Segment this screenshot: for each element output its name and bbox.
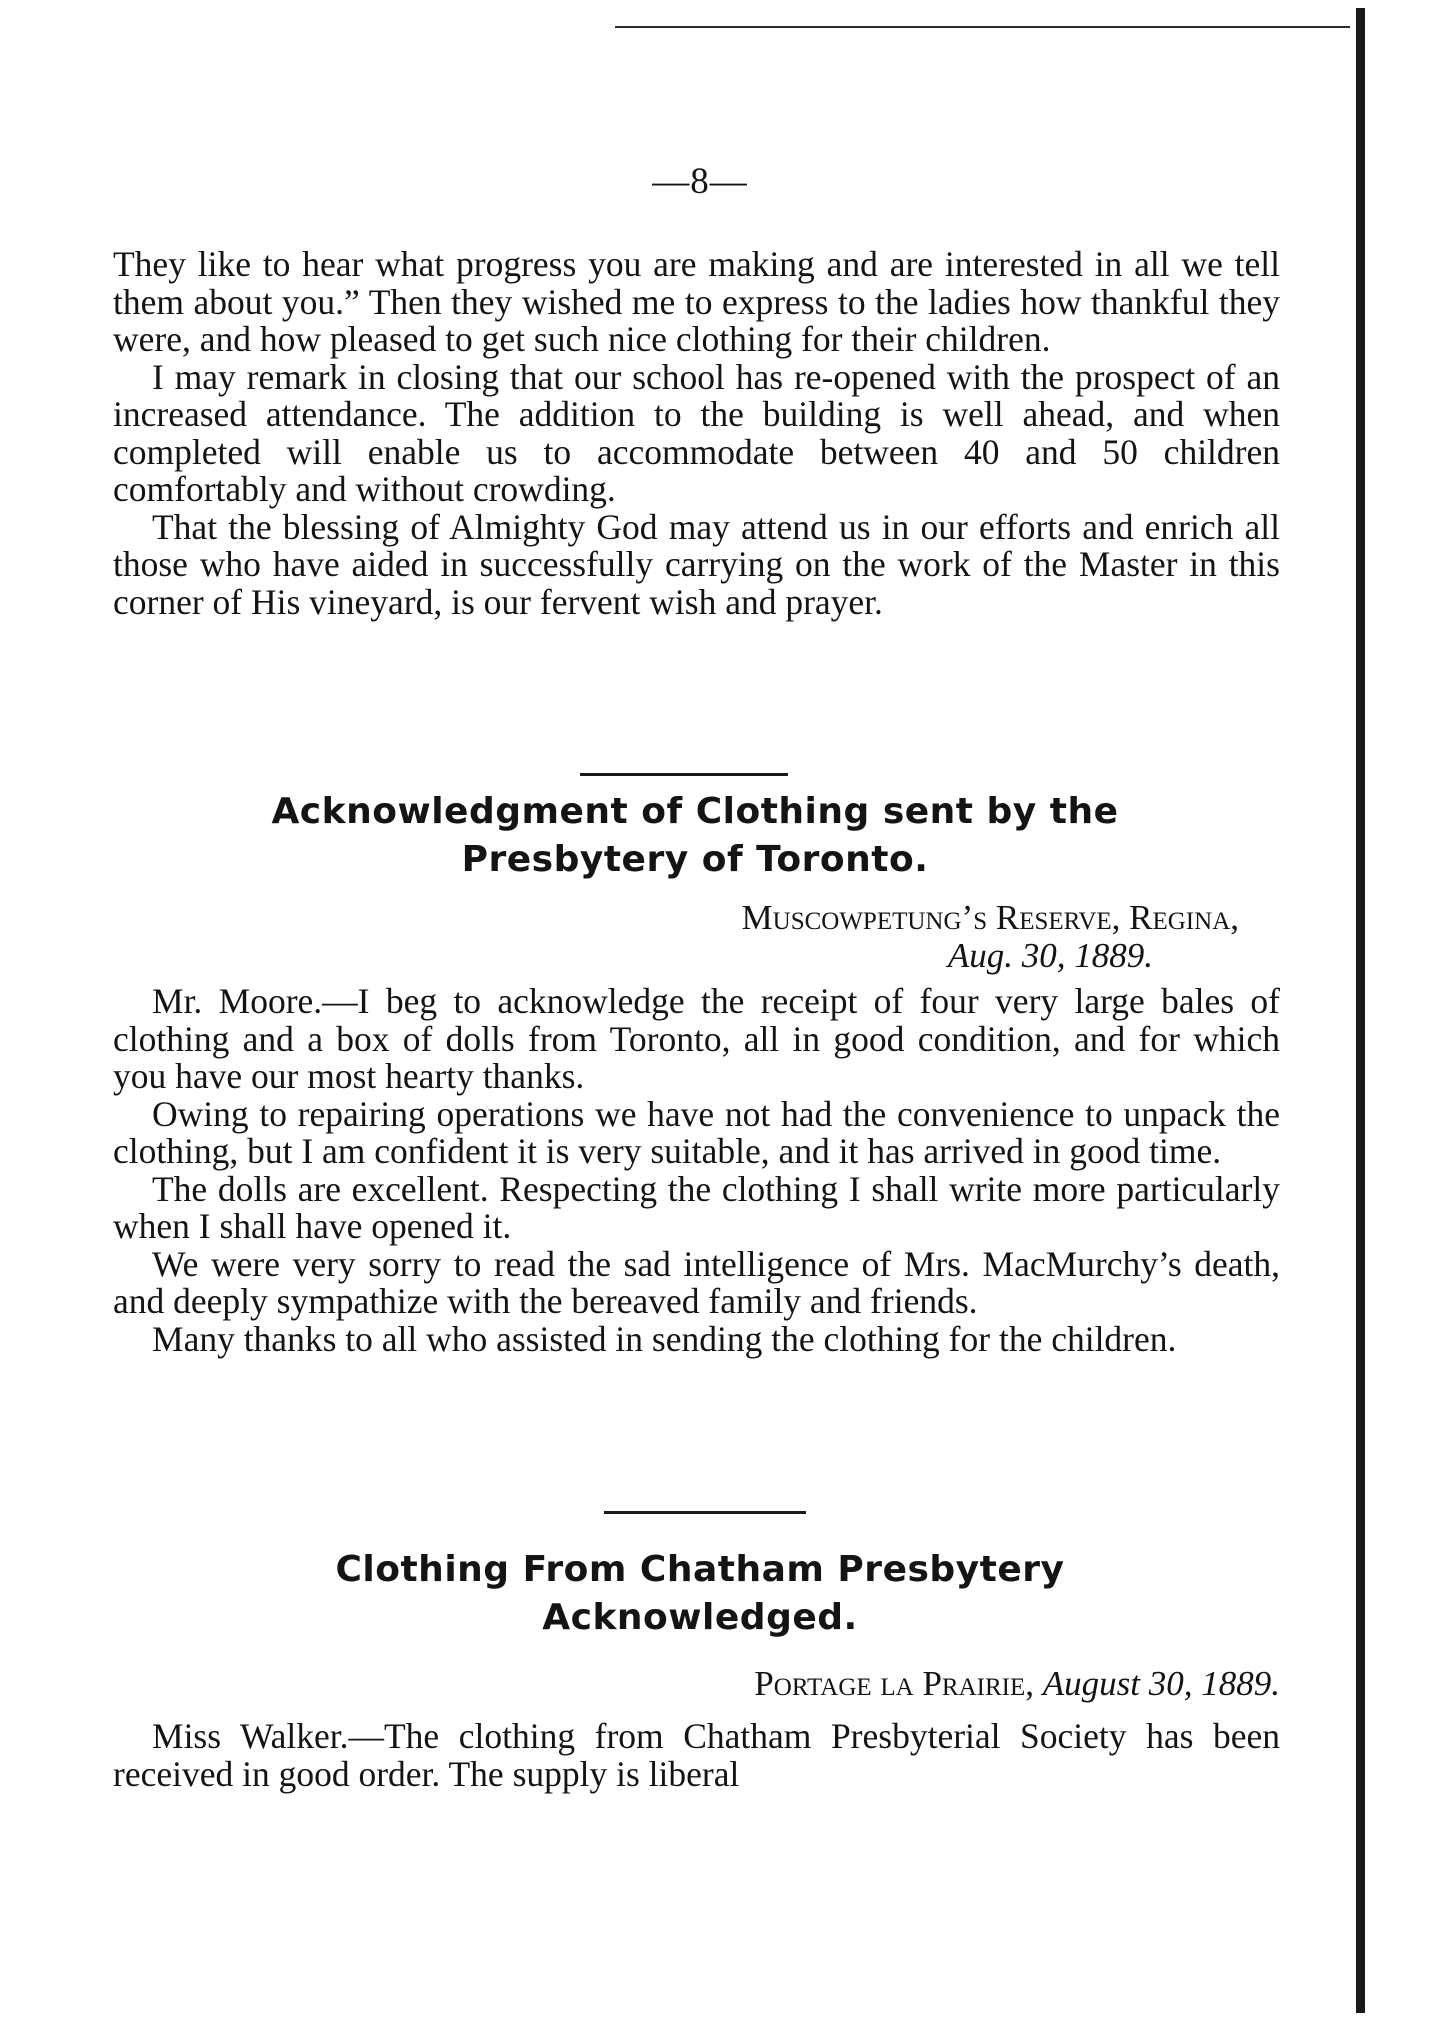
scan-top-rule bbox=[615, 26, 1350, 28]
letter-conclusion bbox=[113, 246, 1280, 621]
toronto-letter-body bbox=[113, 983, 1280, 1358]
section-heading-toronto bbox=[100, 788, 1290, 884]
dateline-place: Portage la Prairie, bbox=[754, 1664, 1035, 1703]
dateline-date: Aug. 30, 1889. bbox=[947, 936, 1153, 975]
heading-line: Clothing From Chatham Presbytery bbox=[335, 1549, 1065, 1590]
paragraph: We were very sorry to read the sad intelligence of Mrs. MacMurchy’s death, and deeply sympathize with the bereaved family and friends. bbox=[113, 1243, 1280, 1321]
paragraph: Mr. Moore.—I beg to acknowledge the receipt of four very large bales of clothing and a box of dolls from Toronto, all in good condition, and for which you have our most hearty thanks. bbox=[113, 981, 1280, 1096]
paragraph: The dolls are excellent. Respecting the clothing I shall write more particularly when I shall have opened it. bbox=[113, 1168, 1280, 1246]
chatham-letter-body bbox=[113, 1718, 1280, 1793]
section-divider bbox=[580, 773, 788, 776]
section-heading-chatham bbox=[130, 1546, 1270, 1642]
paragraph: Miss Walker.—The clothing from Chatham Presbyterial Society has been received in good order. The supply is liberal bbox=[113, 1716, 1280, 1794]
paragraph: That the blessing of Almighty God may attend us in our efforts and enrich all those who have aided in successfully carrying on the work of the Master in this corner of His vineyard, is our fervent wish and prayer. bbox=[113, 506, 1280, 622]
heading-line: Acknowledged. bbox=[542, 1597, 858, 1638]
paragraph: I may remark in closing that our school has re-opened with the prospect of an increased attendance. The addition to the building is well ahead, and when completed will enable us to accommodate between 40 and 50 children comfortably and without crowding. bbox=[113, 356, 1280, 509]
dateline-toronto bbox=[113, 899, 1239, 975]
heading-line: Presbytery of Toronto. bbox=[461, 839, 929, 880]
paragraph: Owing to repairing operations we have not had the convenience to unpack the clothing, but I am confident it is very suitable, and it has arrived in good time. bbox=[113, 1093, 1280, 1171]
dateline-date: August 30, 1889. bbox=[1042, 1664, 1280, 1703]
dateline-chatham bbox=[113, 1665, 1280, 1703]
paragraph: Many thanks to all who assisted in sending the clothing for the children. bbox=[152, 1318, 1177, 1359]
heading-line: Acknowledgment of Clothing sent by the bbox=[271, 791, 1119, 832]
page-number: —8— bbox=[652, 161, 748, 202]
scan-page-edge bbox=[1356, 8, 1365, 2013]
dateline-place: Muscowpetung’s Reserve, Regina, bbox=[741, 898, 1239, 937]
paragraph: They like to hear what progress you are making and are interested in all we tell them about you.” Then they wished me to express to the ladies how thankful they were, and how pleased to get such nice clothing for their children. bbox=[113, 244, 1280, 359]
section-divider bbox=[604, 1511, 806, 1514]
